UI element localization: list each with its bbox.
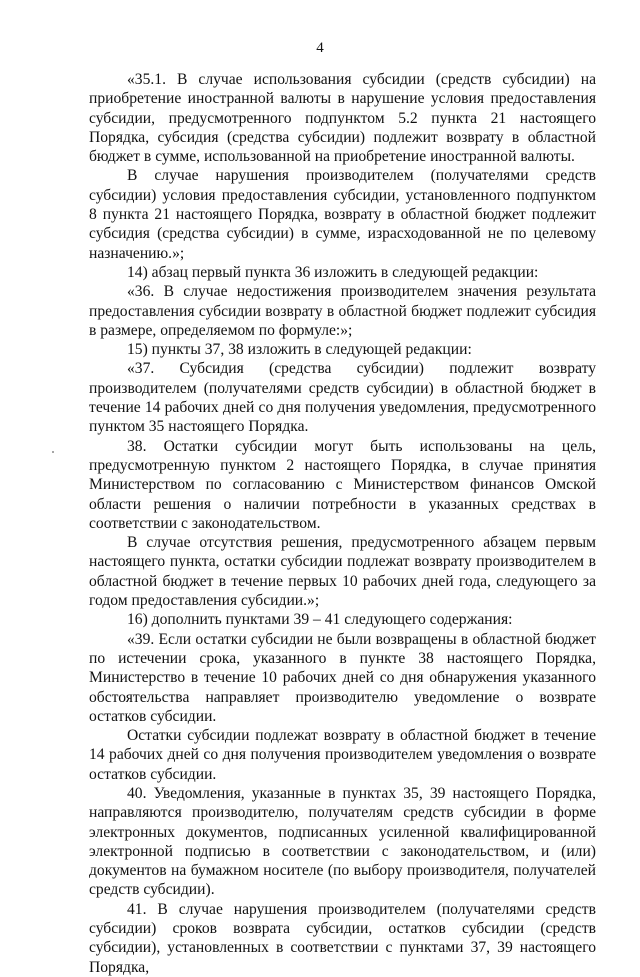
amendment-item-15: 15) пункты 37, 38 изложить в следующей редакции:	[127, 341, 472, 359]
paragraph-41: 41. В случае нарушения производителем (получателями средств субсидии) сроков возврата субсидии, остатков субсидии (средств субсидии), установленных в соответствии с пунктами 37, 39 настоящего Порядка,	[89, 900, 596, 976]
paragraph-36: «36. В случае недостижения производителем значения результата предоставления субсидии возврату в областной бюджет подлежит субсидия в размере, определяемом по формуле:»;	[89, 283, 596, 339]
amendment-item-16: 16) дополнить пунктами 39 – 41 следующего содержания:	[127, 611, 513, 629]
paragraph-35-1-violation: В случае нарушения производителем (получателями средств субсидии) условия предоставления субсидии, установленного подпунктом 8 пункта 21 настоящего Порядка, возврату в областной бюджет подлежит субсидия (средства субсидии) в сумме, израсходованной не по целевому назначению.»;	[89, 167, 596, 262]
paragraph-37: «37. Субсидия (средства субсидии) подлежит возврату производителем (получателями средств субсидии) в областной бюджет в течение 14 рабочих дней со дня получения уведомления, предусмотренного пунктом 35 настоящего Порядка.	[89, 360, 596, 436]
paragraph-38: 38. Остатки субсидии могут быть использованы на цель, предусмотренную пунктом 2 настоящего Порядка, в случае принятия Министерством по согласованию с Министерством финансов Омской области решения о наличии потребности в указанных средствах в соответствии с законодательством.	[89, 437, 596, 532]
amendment-item-14: 14) абзац первый пункта 36 изложить в следующей редакции:	[127, 263, 539, 281]
paragraph-40: 40. Уведомления, указанные в пунктах 35, 39 настоящего Порядка, направляются производителю, получателям средств субсидии в форме электронных документов, подписанных усиленной квалифицированной электронной подписью в соответствии с законодательством, и (или) документов на бумажном носителе (по выбору производителя, получателей средств субсидии).	[89, 784, 596, 899]
scan-speck	[52, 451, 54, 453]
paragraph-39-return: Остатки субсидии подлежат возврату в областной бюджет в течение 14 рабочих дней со дня получения производителем уведомления о возврате остатков субсидии.	[89, 727, 596, 783]
paragraph-39: «39. Если остатки субсидии не были возвращены в областной бюджет по истечении срока, указанного в пункте 38 настоящего Порядка, Министерство в течение 10 рабочих дней со дня обнаружения указанного обстоятельства направляет производителю уведомление о возврате остатков субсидии.	[89, 630, 596, 725]
page-number: 4	[316, 40, 324, 56]
paragraph-38-absence: В случае отсутствия решения, предусмотренного абзацем первым настоящего пункта, остатки субсидии подлежат возврату производителем в областной бюджет в течение первых 10 рабочих дней года, следующего за годом предоставления субсидии.»;	[89, 534, 596, 610]
document-body	[89, 70, 596, 977]
paragraph-35-1: «35.1. В случае использования субсидии (средств субсидии) на приобретение иностранной валюты в нарушение условия предоставления субсидии, предусмотренного подпунктом 5.2 пункта 21 настоящего Порядка, субсидия (средства субсидии) подлежит возврату в областной бюджет в сумме, использованной на приобретение иностранной валюты.	[89, 71, 596, 166]
